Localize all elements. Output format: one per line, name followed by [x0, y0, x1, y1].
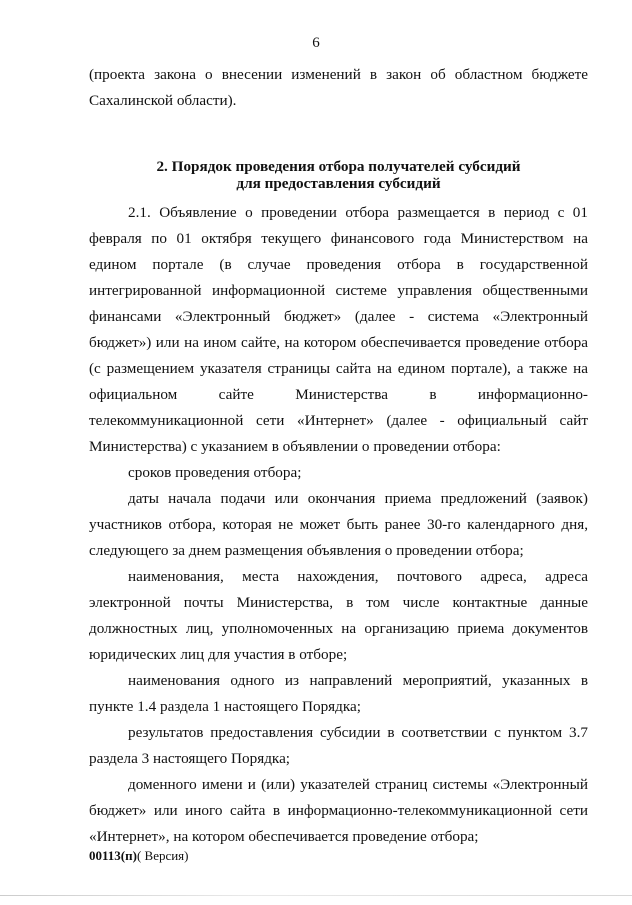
paragraph-2-1: 2.1. Объявление о проведении отбора размещается в период с 01 февраля по 01 октября текущего финансового года Министерством на едином портале (в случае проведения отбора в государственной интегрированной информационной системе управления общественными финансами «Электронный бюджет» (далее - система «Электронный бюджет») или на ином сайте, на котором обеспечивается проведение отбора (с размещением указателя страницы сайта на едином портале), а также на официальном сайте Министерства в информационно-телекоммуникационной сети «Интернет» (далее - официальный сайт Министерства) с указанием в объявлении о проведении отбора:	[89, 204, 588, 455]
list-item: наименования, места нахождения, почтового адреса, адреса электронной почты Министерства, в том числе контактные данные должностных лиц, уполномоченных на организацию приема документов юридических лиц для участия в отборе;	[89, 568, 588, 663]
list-item: сроков проведения отбора;	[128, 464, 302, 481]
document-version: ( Версия)	[136, 848, 189, 863]
page-content	[89, 62, 588, 850]
document-code: 00113(п)	[89, 848, 137, 863]
document-footer	[89, 848, 189, 864]
intro-paragraph: (проекта закона о внесении изменений в закон об областном бюджете Сахалинской области).	[89, 66, 588, 109]
section-title-line-2: для предоставления субсидий	[236, 175, 441, 192]
section-heading	[89, 158, 588, 192]
section-title-line-1: 2. Порядок проведения отбора получателей субсидий	[156, 158, 521, 175]
list-item: результатов предоставления субсидии в соответствии с пунктом 3.7 раздела 3 настоящего Порядка;	[89, 724, 588, 767]
list-item: доменного имени и (или) указателей страниц системы «Электронный бюджет» или иного сайта в информационно-телекоммуникационной сети «Интернет», на котором обеспечивается проведение отбора;	[89, 776, 588, 845]
scan-edge-divider	[0, 895, 632, 896]
section-body	[89, 200, 588, 850]
page-number: 6	[312, 35, 320, 51]
list-item: наименования одного из направлений мероприятий, указанных в пункте 1.4 раздела 1 настоящего Порядка;	[89, 672, 588, 715]
list-item: даты начала подачи или окончания приема предложений (заявок) участников отбора, которая не может быть ранее 30-го календарного дня, следующего за днем размещения объявления о проведении отбора;	[89, 490, 588, 559]
